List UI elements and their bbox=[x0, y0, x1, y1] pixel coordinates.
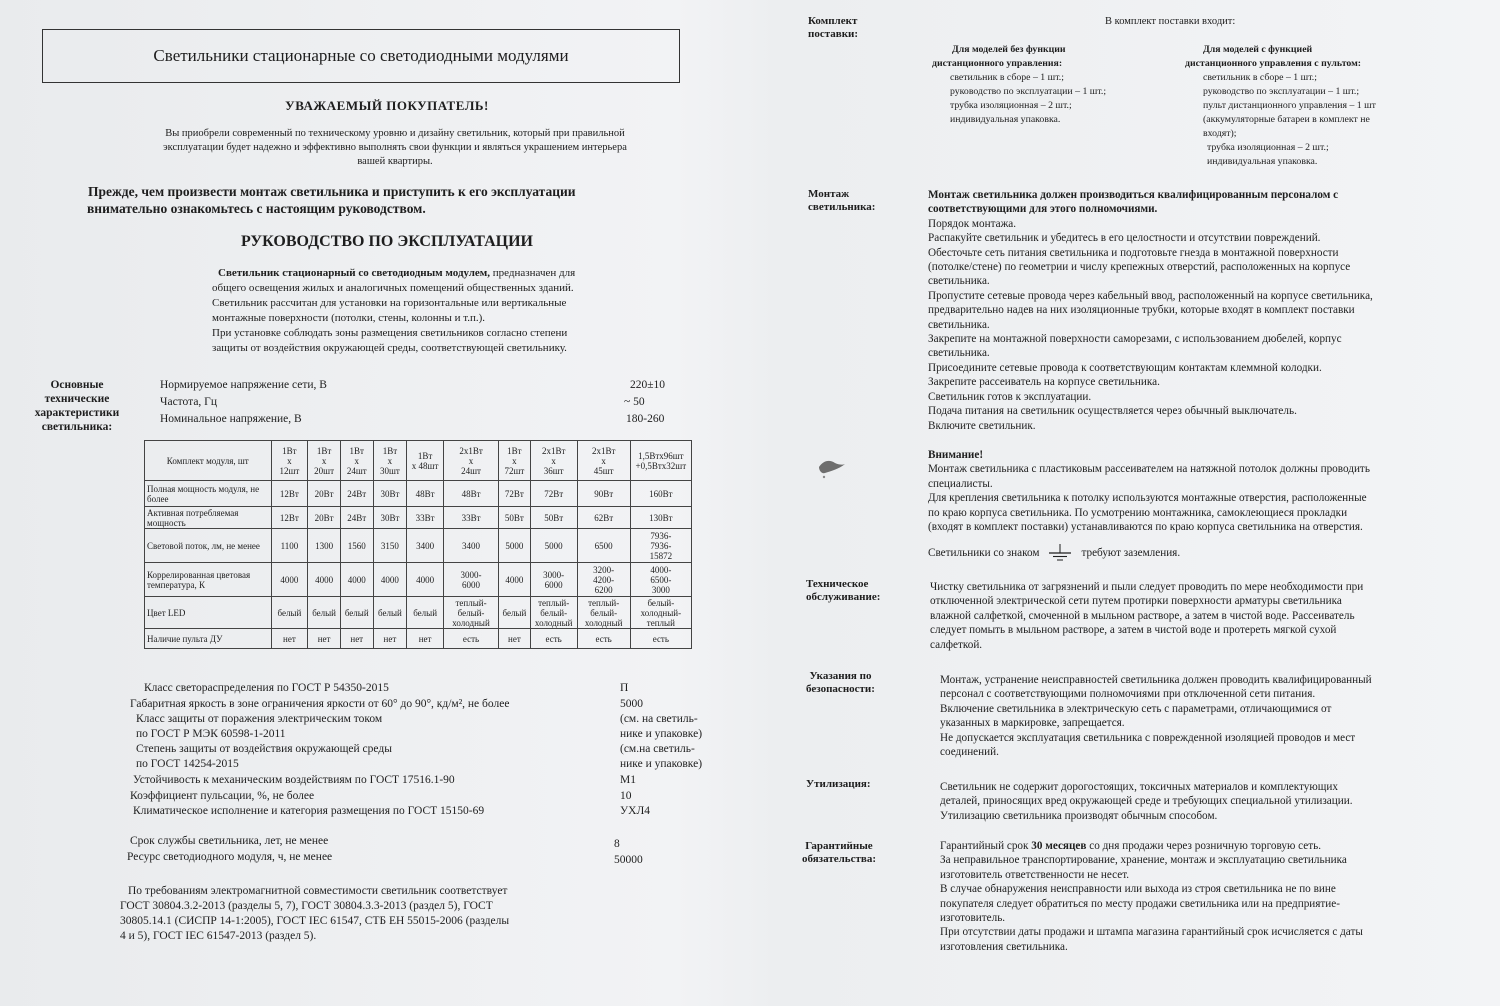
safety-instructions bbox=[940, 673, 1372, 759]
warning-line: специалисты. bbox=[928, 477, 993, 490]
description-line: монтажные поверхности (потолки, стены, колонны и т.п.). bbox=[212, 312, 486, 324]
table-cell: 30Вт bbox=[373, 507, 407, 529]
table-cell: белый bbox=[340, 597, 373, 629]
table-row bbox=[145, 563, 692, 597]
safety-line: персонал с соответствующими полномочиями при отключенной сети питания. bbox=[940, 688, 1316, 701]
label-line: безопасности: bbox=[806, 683, 875, 695]
kit-section-label bbox=[808, 15, 858, 41]
spec-label: Степень защиты от воздействия окружающей среды bbox=[136, 743, 392, 755]
label-line: обязательства: bbox=[802, 853, 876, 865]
table-row-label: Активная потребляемая мощность bbox=[145, 507, 272, 529]
warranty-section-label bbox=[802, 840, 876, 866]
table-cell: 2х1Вт х 24шт bbox=[443, 441, 498, 481]
table-cell: 3000- 6000 bbox=[443, 563, 498, 597]
description-line: При установке соблюдать зоны размещения светильников согласно степени bbox=[212, 327, 568, 339]
manual-heading: РУКОВОДСТВО ПО ЭКСПЛУАТАЦИИ bbox=[241, 233, 533, 250]
intro-paragraph bbox=[100, 127, 690, 169]
warning-line: (входят в комплект поставки) устанавливаются по краю корпуса светильника на отверстия. bbox=[928, 521, 1363, 534]
table-cell: 1Вт х 48шт bbox=[407, 441, 444, 481]
spec-value: П bbox=[620, 682, 629, 694]
kit-item: индивидуальная упаковка. bbox=[1207, 156, 1318, 167]
table-cell: 24Вт bbox=[340, 507, 373, 529]
warning-line: Монтаж светильника с пластиковым рассеивателем на натяжной потолок должны проводить bbox=[928, 463, 1370, 476]
spec-label: Срок службы светильника, лет, не менее bbox=[130, 835, 329, 847]
mount-section-label bbox=[808, 188, 875, 214]
utilization-text bbox=[940, 780, 1353, 823]
warranty-line: покупателя следует обратиться по месту продажи светильника или на предприятие- bbox=[940, 897, 1340, 910]
spec-value: М1 bbox=[620, 774, 636, 786]
table-row bbox=[145, 507, 692, 529]
kit-without-remote bbox=[932, 43, 1107, 127]
utilization-line: Утилизацию светильника производят обычным способом. bbox=[940, 809, 1218, 822]
label-line: поставки: bbox=[808, 28, 859, 40]
table-row-label: Полная мощность модуля, не более bbox=[145, 481, 272, 507]
table-cell: нет bbox=[407, 629, 444, 649]
safety-line: Монтаж, устранение неисправностей светильника должен проводить квалифицированный bbox=[940, 674, 1372, 686]
table-row bbox=[145, 597, 692, 629]
spec-value: 10 bbox=[620, 790, 632, 802]
label-line: технические bbox=[44, 393, 110, 405]
mount-line: Обесточьте сеть питания светильника и подготовьте гнезда в монтажной поверхности bbox=[928, 246, 1339, 259]
kit-item: входят); bbox=[1203, 128, 1237, 139]
mount-line: Включите светильник. bbox=[928, 419, 1036, 432]
kit-title: В комплект поставки входит: bbox=[1105, 16, 1236, 27]
table-cell: белый bbox=[308, 597, 341, 629]
kit-item: пульт дистанционного управления – 1 шт bbox=[1203, 100, 1376, 111]
intro-line: Вы приобрели современный по техническому уровню и дизайну светильник, который при правильной bbox=[165, 128, 625, 139]
table-cell: 130Вт bbox=[630, 507, 691, 529]
service-instructions bbox=[930, 580, 1363, 652]
spec-label: Нормируемое напряжение сети, В bbox=[160, 379, 327, 391]
service-line: Чистку светильника от загрязнений и пыли следует проводить по мере необходимости при bbox=[930, 581, 1364, 593]
greeting-heading: УВАЖАЕМЫЙ ПОКУПАТЕЛЬ! bbox=[285, 98, 489, 113]
warranty-line: При отсутствии даты продажи и штампа магазина гарантийный срок исчисляется с даты bbox=[940, 926, 1363, 939]
intro-line: вашей квартиры. bbox=[357, 156, 433, 167]
mount-line: Пропустите сетевые провода через кабельный ввод, расположенный на корпусе светильника, bbox=[928, 289, 1373, 302]
table-cell: есть bbox=[577, 629, 630, 649]
table-cell: 4000 bbox=[373, 563, 407, 597]
table-cell: теплый- белый- холодный bbox=[577, 597, 630, 629]
table-cell: 4000 bbox=[340, 563, 373, 597]
warranty-line: изготовитель. bbox=[940, 912, 1006, 925]
kit-column-title: Для моделей без функции bbox=[952, 44, 1066, 55]
notice-line: Прежде, чем произвести монтаж светильника и приступить к его эксплуатации bbox=[88, 184, 576, 199]
label-line: Основные bbox=[50, 379, 104, 391]
label-line: Комплект bbox=[808, 15, 858, 27]
spec-value: ~ 50 bbox=[624, 396, 645, 408]
spec-label: Класс защиты от поражения электрическим током bbox=[136, 713, 383, 725]
table-cell: теплый- белый- холодный bbox=[530, 597, 577, 629]
table-cell: 48Вт bbox=[407, 481, 444, 507]
table-header-row bbox=[145, 441, 692, 481]
kit-item: (аккумуляторные батареи в комплект не bbox=[1203, 114, 1370, 125]
table-cell: 72Вт bbox=[530, 481, 577, 507]
spec-label: по ГОСТ Р МЭК 60598-1-2011 bbox=[136, 728, 286, 740]
module-specs-table bbox=[144, 440, 692, 649]
spec-label: Ресурс светодиодного модуля, ч, не менее bbox=[127, 851, 333, 863]
mount-bold-line: соответствующими для этого полномочиями. bbox=[928, 203, 1158, 216]
table-row bbox=[145, 529, 692, 563]
ink-smudge bbox=[815, 455, 845, 479]
utilization-section-label bbox=[806, 778, 871, 791]
table-cell: белый bbox=[407, 597, 444, 629]
table-cell: 24Вт bbox=[340, 481, 373, 507]
kit-item: руководство по эксплуатации – 1 шт.; bbox=[1203, 86, 1360, 97]
warranty-line: Гарантийный срок bbox=[940, 840, 1032, 852]
spec-value: (см. на светиль- bbox=[620, 713, 698, 725]
table-cell: Комплект модуля, шт bbox=[145, 441, 272, 481]
ground-text: Светильники со знаком bbox=[928, 547, 1040, 560]
table-cell: 2х1Вт х 36шт bbox=[530, 441, 577, 481]
warning-title: Внимание! bbox=[928, 449, 984, 461]
intro-line: эксплуатации будет надежно и эффективно выполнять свои функции и являться украшением интерьера bbox=[163, 142, 627, 153]
emc-line: 4 и 5), ГОСТ IEC 61547-2013 (раздел 5). bbox=[120, 930, 317, 942]
description-bold: Светильник стационарный со светодиодным модулем, bbox=[218, 267, 491, 279]
table-body bbox=[145, 441, 692, 649]
table-row-label: Коррелированная цветовая температура, К bbox=[145, 563, 272, 597]
table-cell: 12Вт bbox=[271, 507, 308, 529]
spec-label: Коэффициент пульсации, %, не более bbox=[130, 790, 315, 802]
ground-notice bbox=[928, 544, 1370, 562]
spec-value: нике и упаковке) bbox=[620, 728, 703, 740]
mount-instructions bbox=[928, 188, 1373, 433]
label-line: характеристики bbox=[34, 407, 120, 419]
spec-value: УХЛ4 bbox=[620, 805, 650, 817]
table-cell: нет bbox=[308, 629, 341, 649]
table-cell: есть bbox=[630, 629, 691, 649]
spec-value: 220±10 bbox=[630, 379, 666, 391]
product-description bbox=[212, 266, 682, 356]
table-cell: 72Вт bbox=[499, 481, 531, 507]
safety-line: соединений. bbox=[940, 746, 999, 759]
description-line: Светильник рассчитан для установки на горизонтальные или вертикальные bbox=[212, 297, 567, 309]
kit-item: светильник в сборе – 1 шт.; bbox=[950, 72, 1064, 83]
table-cell: 20Вт bbox=[308, 507, 341, 529]
description-line: предназначен для bbox=[490, 267, 576, 279]
kit-item: трубка изоляционная – 2 шт.; bbox=[950, 100, 1072, 111]
table-cell: есть bbox=[530, 629, 577, 649]
label-line: светильника: bbox=[41, 421, 113, 433]
safety-section-label bbox=[806, 670, 875, 696]
table-cell: 4000 bbox=[499, 563, 531, 597]
warning-line: Для крепления светильника к потолку используются монтажные отверстия, расположенные bbox=[928, 492, 1367, 505]
spec-value: 8 bbox=[614, 838, 620, 850]
service-line: салфеткой. bbox=[930, 638, 983, 651]
table-cell: 1Вт х 30шт bbox=[373, 441, 407, 481]
service-line: влажной салфеткой, смоченной в мыльном растворе, а затем в чистой воде. Рассеиватель bbox=[930, 609, 1355, 622]
table-cell: нет bbox=[271, 629, 308, 649]
ground-text: требуют заземления. bbox=[1081, 547, 1181, 560]
table-cell: нет bbox=[340, 629, 373, 649]
table-cell: 4000- 6500- 3000 bbox=[630, 563, 691, 597]
table-cell: 1Вт х 12шт bbox=[271, 441, 308, 481]
kit-item: светильник в сборе – 1 шт.; bbox=[1203, 72, 1317, 83]
warranty-period: 30 месяцев bbox=[1031, 840, 1087, 852]
mount-line: Подача питания на светильник осуществляется через обычный выключатель. bbox=[928, 405, 1297, 418]
table-cell: 1Вт х 20шт bbox=[308, 441, 341, 481]
table-cell: 2х1Вт х 45шт bbox=[577, 441, 630, 481]
kit-with-remote bbox=[1185, 43, 1376, 169]
table-cell: 33Вт bbox=[407, 507, 444, 529]
table-cell: 50Вт bbox=[499, 507, 531, 529]
description-line: защиты от воздействия окружающей среды, соответствующей светильнику. bbox=[212, 342, 567, 354]
table-cell: теплый- белый- холодный bbox=[443, 597, 498, 629]
table-cell: 1560 bbox=[340, 529, 373, 563]
table-cell: 1,5Втх96шт +0,5Втх32шт bbox=[630, 441, 691, 481]
table-cell: 4000 bbox=[271, 563, 308, 597]
label-line: светильника: bbox=[808, 201, 876, 213]
spec-value: нике и упаковке) bbox=[620, 758, 703, 770]
table-row bbox=[145, 629, 692, 649]
label-line: Указания по bbox=[809, 670, 872, 682]
table-cell: 1300 bbox=[308, 529, 341, 563]
spec-label: Климатическое исполнение и категория размещения по ГОСТ 15150-69 bbox=[133, 805, 485, 817]
safety-line: указанных в маркировке, запрещается. bbox=[940, 717, 1125, 730]
spec-value: 50000 bbox=[614, 854, 643, 866]
mount-bold-line: Монтаж светильника должен производиться квалифицированным персоналом с bbox=[928, 189, 1339, 201]
spec-row-frequency bbox=[160, 396, 680, 408]
table-cell: 1Вт х 24шт bbox=[340, 441, 373, 481]
table-cell: нет bbox=[499, 629, 531, 649]
emc-line: 30805.14.1 (СИСПР 14-1:2005), ГОСТ IEC 61547, СТБ ЕН 55015-2006 (разделы bbox=[120, 915, 510, 927]
spec-label: Габаритная яркость в зоне ограничения яркости от 60° до 90°, кд/м², не более bbox=[130, 698, 510, 710]
mount-line: светильника. bbox=[928, 318, 990, 331]
mount-line: (потолке/стене) по геометрии и числу крепежных отверстий, расположенных на корпусе bbox=[928, 261, 1351, 274]
emc-line: ГОСТ 30804.3.2-2013 (разделы 5, 7), ГОСТ 30804.3.3-2013 (раздел 5), ГОСТ bbox=[120, 900, 493, 912]
label-line: обслуживание: bbox=[806, 591, 881, 603]
spec-label: Номинальное напряжение, В bbox=[160, 413, 302, 425]
emc-compliance bbox=[120, 884, 590, 944]
kit-item: руководство по эксплуатации – 1 шт.; bbox=[950, 86, 1107, 97]
service-section-label bbox=[806, 578, 880, 604]
before-install-notice bbox=[88, 183, 728, 217]
mount-line: Светильник готов к эксплуатации. bbox=[928, 390, 1092, 403]
table-cell: 3000- 6000 bbox=[530, 563, 577, 597]
mount-line: Распакуйте светильник и убедитесь в его целостности и отсутствии повреждений. bbox=[928, 232, 1321, 245]
table-cell: белый bbox=[271, 597, 308, 629]
warranty-line: За неправильное транспортирование, хранение, монтаж и эксплуатацию светильника bbox=[940, 854, 1347, 867]
table-cell: 3150 bbox=[373, 529, 407, 563]
document-title: Светильники стационарные со светодиодными модулями bbox=[153, 46, 569, 65]
table-cell: 3400 bbox=[407, 529, 444, 563]
spec-label: Класс светораспределения по ГОСТ Р 54350-2015 bbox=[144, 682, 389, 694]
description-line: общего освещения жилых и аналогичных помещений общественных зданий. bbox=[212, 282, 574, 294]
mount-line: Присоедините сетевые провода к соответствующим контактам клеммной колодки. bbox=[928, 361, 1322, 374]
mount-line: Закрепите на монтажной поверхности саморезами, с использованием дюбелей, корпус bbox=[928, 333, 1342, 346]
spec-value: 180-260 bbox=[626, 413, 665, 425]
mount-line: светильника. bbox=[928, 347, 990, 360]
label-line: Монтаж bbox=[808, 188, 850, 200]
kit-column-title: Для моделей с функцией bbox=[1203, 44, 1313, 55]
utilization-line: Светильник не содержит дорогостоящих, токсичных материалов и комплектующих bbox=[940, 781, 1338, 793]
warranty-text bbox=[940, 839, 1363, 954]
table-cell: 33Вт bbox=[443, 507, 498, 529]
table-cell: 30Вт bbox=[373, 481, 407, 507]
table-cell: белый bbox=[373, 597, 407, 629]
spec-value: 5000 bbox=[620, 698, 643, 710]
spec-row-nominal-voltage bbox=[160, 413, 680, 425]
table-cell: 50Вт bbox=[530, 507, 577, 529]
spec-label: по ГОСТ 14254-2015 bbox=[136, 758, 239, 770]
warranty-line: изготовитель ответственности не несет. bbox=[940, 868, 1130, 881]
table-cell: 6500 bbox=[577, 529, 630, 563]
table-row-label: Цвет LED bbox=[145, 597, 272, 629]
table-row-label: Наличие пульта ДУ bbox=[145, 629, 272, 649]
label-line: Гарантийные bbox=[805, 840, 873, 852]
mount-line: предварительно надев на них изоляционные трубки, которые входят в комплект поставки bbox=[928, 304, 1355, 317]
table-cell: нет bbox=[373, 629, 407, 649]
label-line: Утилизация: bbox=[806, 778, 871, 790]
label-line: Техническое bbox=[806, 578, 869, 590]
kit-item: индивидуальная упаковка. bbox=[950, 114, 1061, 125]
table-cell: 48Вт bbox=[443, 481, 498, 507]
table-cell: белый- холодный- теплый bbox=[630, 597, 691, 629]
mount-line: Закрепите рассеиватель на корпусе светильника. bbox=[928, 376, 1160, 389]
table-cell: 1Вт х 72шт bbox=[499, 441, 531, 481]
kit-item: трубка изоляционная – 2 шт.; bbox=[1207, 142, 1329, 153]
warranty-line: В случае обнаружения неисправности или выхода из строя светильника не по вине bbox=[940, 883, 1336, 896]
utilization-line: деталей, приносящих вред окружающей среде и требующих специальной утилизации. bbox=[940, 795, 1353, 808]
service-line: следует помыть в мыльном растворе, а затем в чистой воде и протереть мягкой сухой bbox=[930, 624, 1337, 637]
safety-line: Включение светильника в электрическую сеть с параметрами, отличающимися от bbox=[940, 702, 1332, 715]
emc-line: По требованиям электромагнитной совместимости светильник соответствует bbox=[128, 885, 508, 897]
table-cell: 62Вт bbox=[577, 507, 630, 529]
table-cell: 20Вт bbox=[308, 481, 341, 507]
table-cell: 1100 bbox=[271, 529, 308, 563]
table-cell: 12Вт bbox=[271, 481, 308, 507]
table-cell: 160Вт bbox=[630, 481, 691, 507]
spec-value: (см.на светиль- bbox=[620, 743, 695, 755]
table-cell: 90Вт bbox=[577, 481, 630, 507]
specs-section-label bbox=[22, 378, 132, 434]
mount-line: светильника. bbox=[928, 275, 990, 288]
spec-label: Устойчивость к механическим воздействиям по ГОСТ 17516.1-90 bbox=[133, 774, 455, 786]
table-cell: 5000 bbox=[530, 529, 577, 563]
table-row-label: Световой поток, лм, не менее bbox=[145, 529, 272, 563]
warning-block bbox=[928, 448, 1370, 562]
spec-row-voltage bbox=[160, 379, 680, 391]
table-cell: есть bbox=[443, 629, 498, 649]
table-cell: 5000 bbox=[499, 529, 531, 563]
table-cell: 4000 bbox=[308, 563, 341, 597]
safety-line: Не допускается эксплуатация светильника с поврежденной изоляцией проводов и мест bbox=[940, 731, 1356, 744]
warning-line: по краю корпуса светильника. По усмотрению монтажника, самоклеющиеся прокладки bbox=[928, 506, 1348, 519]
table-cell: 4000 bbox=[407, 563, 444, 597]
warranty-line: изготовления светильника. bbox=[940, 940, 1068, 953]
notice-line: внимательно ознакомьтесь с настоящим руководством. bbox=[87, 201, 426, 216]
table-cell: 7936- 7936- 15872 bbox=[630, 529, 691, 563]
warranty-line: со дня продажи через розничную торговую сеть. bbox=[1086, 840, 1322, 852]
table-cell: 3200- 4200- 6200 bbox=[577, 563, 630, 597]
table-cell: белый bbox=[499, 597, 531, 629]
kit-column-title: дистанционного управления: bbox=[932, 58, 1063, 69]
spec-label: Частота, Гц bbox=[160, 396, 217, 408]
mount-line: Порядок монтажа. bbox=[928, 217, 1017, 230]
table-row bbox=[145, 481, 692, 507]
ground-symbol-icon bbox=[1047, 544, 1073, 562]
kit-column-title: дистанционного управления с пультом: bbox=[1185, 58, 1362, 69]
service-line: отключенной электрической сети путем протирки поверхности арматуры светильника bbox=[930, 595, 1342, 608]
document-title-box bbox=[42, 29, 680, 83]
table-cell: 3400 bbox=[443, 529, 498, 563]
